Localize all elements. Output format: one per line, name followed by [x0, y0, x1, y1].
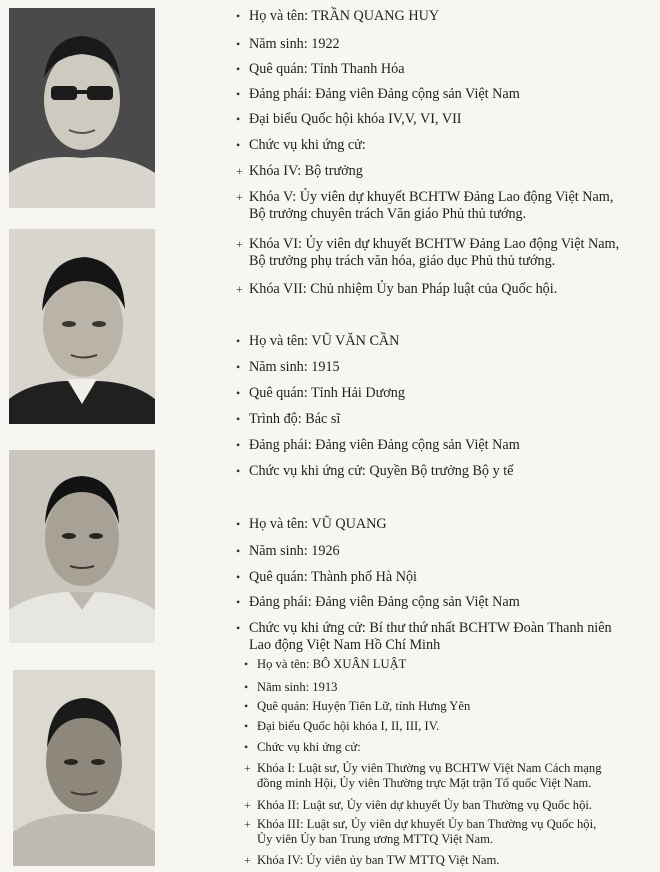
bio-line: • Năm sinh: 1913 [244, 680, 338, 694]
bio-line: + Khóa IV: Bộ trưởng [236, 163, 363, 179]
bio-line: • Năm sinh: 1922 [236, 36, 340, 52]
plus-bullet-icon: + [236, 237, 243, 251]
plus-bullet-icon: + [236, 190, 243, 204]
bio-line: + Khóa IV: Ủy viên ủy ban TW MTTQ Việt Nam. [244, 853, 500, 867]
bio-line: + Khóa VI: Ủy viên dự khuyết BCHTW Đảng Lao động Việt Nam, Bộ trưởng phụ trách văn hóa, giáo dục Phủ thủ tướng. [236, 236, 620, 269]
bio-line: • Chức vụ khi ứng cử: [244, 740, 361, 754]
bio-line: • Chức vụ khi ứng cử: [236, 137, 366, 153]
bio-line: • Năm sinh: 1915 [236, 359, 340, 375]
bio-line: • Họ và tên: BÔ XUÂN LUẬT [244, 657, 407, 671]
bullet-icon: • [236, 412, 241, 426]
bullet-icon: • [236, 87, 241, 101]
bullet-icon: • [236, 112, 241, 126]
plus-bullet-icon: + [236, 164, 243, 178]
plus-bullet-icon: + [244, 798, 251, 812]
bullet-icon: • [236, 517, 241, 531]
bullet-icon: • [244, 719, 249, 733]
bio-line: + Khóa I: Luật sư, Ủy viên Thường vụ BCHTW Việt Nam Cách mạng đồng minh Hội, Ủy viên Thường trực Mặt trận Tổ quốc Việt Nam. [244, 761, 602, 790]
bullet-icon: • [236, 464, 241, 478]
bio-line: • Quê quán: Thành phố Hà Nội [236, 569, 417, 585]
bullet-icon: • [236, 138, 241, 152]
bullet-icon: • [236, 386, 241, 400]
bio-line: • Chức vụ khi ứng cử: Bí thư thứ nhất BCHTW Đoàn Thanh niên Lao động Việt Nam Hồ Chí Minh [236, 620, 612, 653]
bio-line: • Quê quán: Huyện Tiên Lữ, tỉnh Hưng Yên [244, 699, 471, 713]
bio-line: • Họ và tên: TRẦN QUANG HUY [236, 8, 440, 24]
bio-line: • Đại biểu Quốc hội khóa IV,V, VI, VII [236, 111, 462, 127]
bullet-icon: • [236, 438, 241, 452]
bullet-icon: • [236, 360, 241, 374]
plus-bullet-icon: + [244, 817, 251, 831]
bullet-icon: • [236, 9, 241, 23]
bio-line: • Quê quán: Tỉnh Thanh Hóa [236, 61, 405, 77]
bio-line: • Năm sinh: 1926 [236, 543, 340, 559]
bio-line: • Đại biểu Quốc hội khóa I, II, III, IV. [244, 719, 440, 733]
bio-line: • Họ và tên: VŨ QUANG [236, 516, 387, 532]
bullet-icon: • [236, 62, 241, 76]
plus-bullet-icon: + [244, 761, 251, 775]
bullet-icon: • [236, 37, 241, 51]
plus-bullet-icon: + [244, 853, 251, 867]
bullet-icon: • [244, 680, 249, 694]
bio-line: • Đảng phái: Đảng viên Đảng cộng sản Việt Nam [236, 594, 520, 610]
bullet-icon: • [244, 657, 249, 671]
bio-line: + Khóa VII: Chủ nhiệm Ủy ban Pháp luật của Quốc hội. [236, 281, 558, 297]
bullet-icon: • [244, 740, 249, 754]
plus-bullet-icon: + [236, 282, 243, 296]
bullet-icon: • [236, 621, 241, 635]
bio-line: • Chức vụ khi ứng cử: Quyền Bộ trưởng Bộ y tế [236, 463, 514, 479]
bio-line: + Khóa II: Luật sư, Ủy viên dự khuyết Ủy ban Thường vụ Quốc hội. [244, 798, 593, 812]
bullet-icon: • [236, 570, 241, 584]
bio-line: • Họ và tên: VŨ VĂN CẦN [236, 333, 400, 349]
bio-line: • Đảng phái: Đảng viên Đảng cộng sản Việt Nam [236, 437, 520, 453]
bio-line: + Khóa III: Luật sư, Ủy viên dự khuyết Ủy ban Thường vụ Quốc hội, Ủy viên Ủy ban Trung ương MTTQ Việt Nam. [244, 817, 597, 846]
bullet-icon: • [236, 595, 241, 609]
bio-line: + Khóa V: Ủy viên dự khuyết BCHTW Đảng Lao động Việt Nam, Bộ trưởng chuyên trách Văn giáo Phủ thủ tướng. [236, 189, 614, 222]
bullet-icon: • [236, 334, 241, 348]
bio-line: • Quê quán: Tỉnh Hải Dương [236, 385, 405, 401]
bullet-icon: • [244, 699, 249, 713]
bio-line: • Đảng phái: Đảng viên Đảng cộng sản Việt Nam [236, 86, 520, 102]
bio-line: • Trình độ: Bác sĩ [236, 411, 341, 427]
bullet-icon: • [236, 544, 241, 558]
